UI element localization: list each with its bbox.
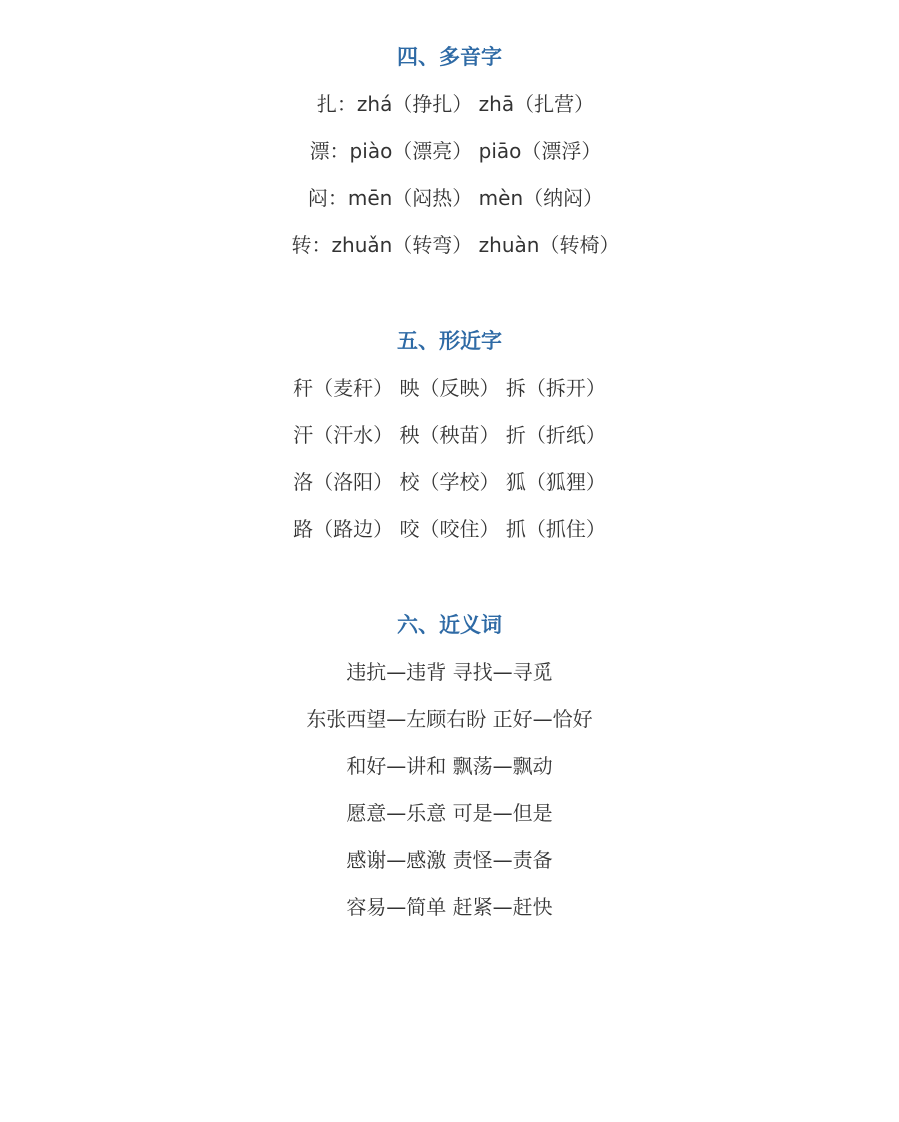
synonym-line: 感谢—感激 责怪—责备 (346, 848, 553, 872)
polyphonic-line: 扎：zhá（挣扎） zhā（扎营） (316, 92, 595, 116)
synonym-line: 东张西望—左顾右盼 正好—恰好 (306, 707, 593, 731)
synonym-line: 愿意—乐意 可是—但是 (346, 801, 553, 825)
section-heading: 六、近义词 (397, 613, 502, 637)
polyphonic-line: 转：zhuǎn（转弯） zhuàn（转椅） (291, 233, 620, 257)
synonym-line: 容易—简单 赶紧—赶快 (346, 895, 553, 919)
polyphonic-section (0, 42, 899, 260)
polyphonic-line: 漂：piào（漂亮） piāo（漂浮） (309, 139, 602, 163)
synonyms-section (0, 610, 899, 922)
synonym-line: 违抗—违背 寻找—寻觅 (346, 660, 553, 684)
polyphonic-line: 闷：mēn（闷热） mèn（纳闷） (307, 186, 604, 210)
similar-shape-section (0, 326, 899, 544)
similar-shape-line: 洛（洛阳） 校（学校） 狐（狐狸） (293, 470, 606, 494)
section-heading: 四、多音字 (397, 45, 502, 69)
similar-shape-line: 汗（汗水） 秧（秧苗） 折（折纸） (293, 423, 606, 447)
similar-shape-line: 秆（麦秆） 映（反映） 拆（拆开） (293, 376, 606, 400)
similar-shape-line: 路（路边） 咬（咬住） 抓（抓住） (293, 517, 606, 541)
section-heading: 五、形近字 (397, 329, 502, 353)
synonym-line: 和好—讲和 飘荡—飘动 (346, 754, 553, 778)
